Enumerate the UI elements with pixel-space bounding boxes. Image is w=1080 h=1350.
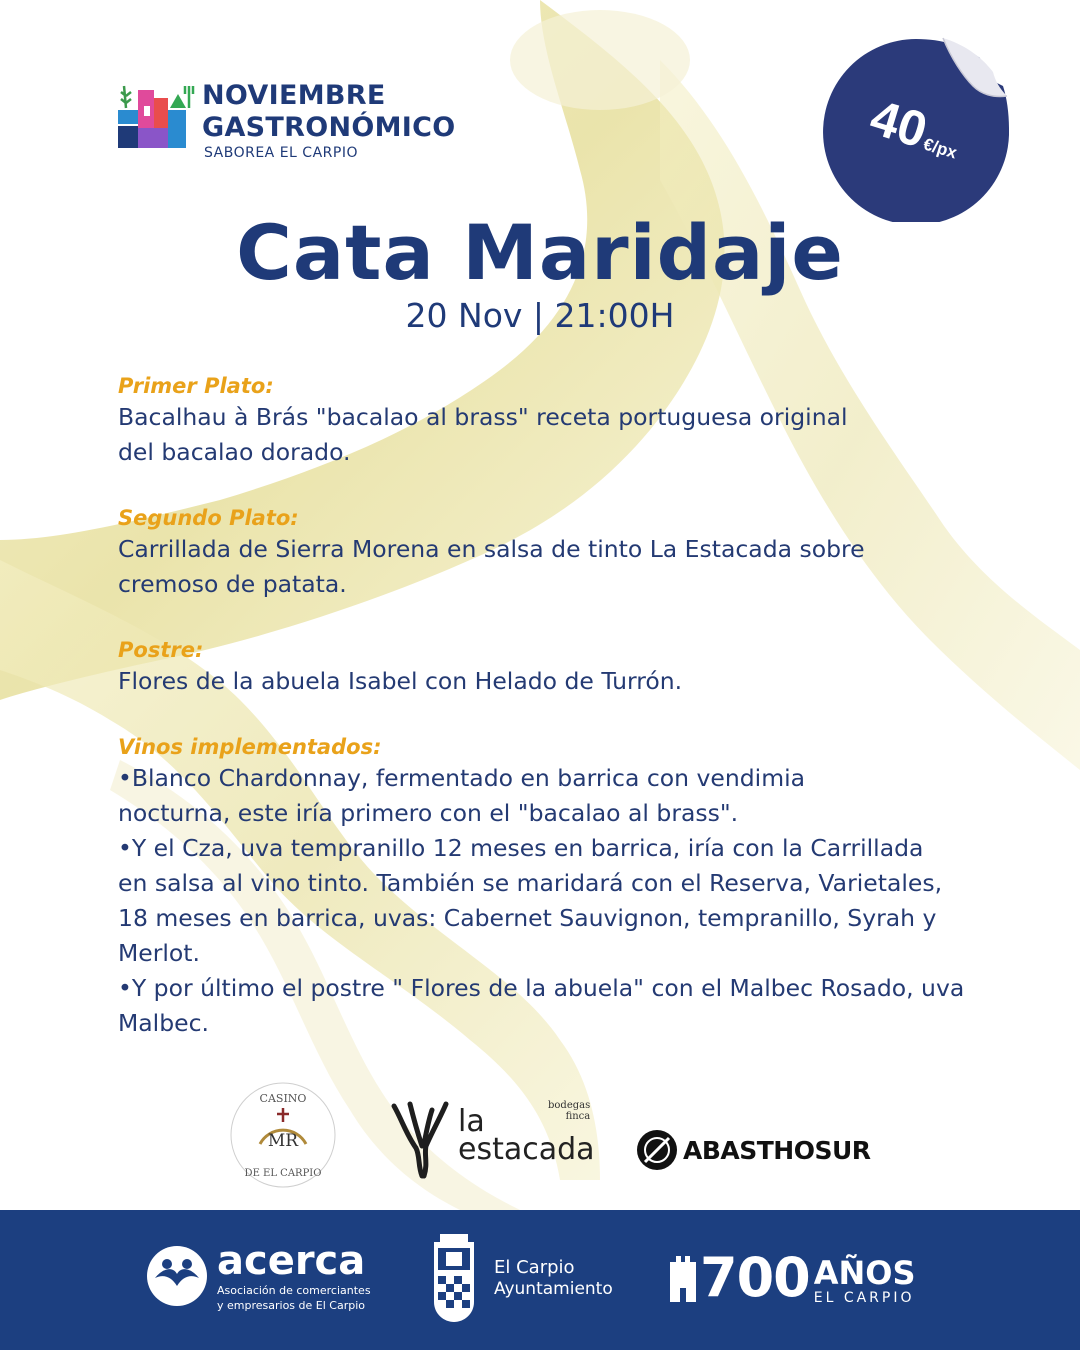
wine-item: •Blanco Chardonnay, fermentado en barrica con vendimia nocturna, este iría primero con el "bacalao al brass".	[118, 764, 806, 827]
event-date: 20 Nov | 21:00H	[405, 296, 675, 335]
second-course-text: Carrillada de Sierra Morena en salsa de tinto La Estacada sobre cremoso de patata.	[118, 535, 865, 598]
footer-bar	[0, 1210, 1080, 1350]
ayuntamiento-line1: El Carpio	[494, 1256, 575, 1278]
logo-subtitle: SABOREA EL CARPIO	[204, 145, 358, 161]
gastronomy-castle-icon	[118, 80, 196, 152]
second-course-label: Segundo Plato:	[118, 506, 299, 530]
acerca-logo	[145, 1240, 371, 1312]
wine-item: •Y por último el postre " Flores de la abuela" con el Malbec Rosado, uva Malbec.	[118, 974, 965, 1037]
noviembre-gastronomico-logo	[118, 80, 456, 161]
wine-item: •Y el Cza, uva tempranillo 12 meses en barrica, iría con la Carrillada en salsa al vino tinto. También se maridará con el Reserva, Varietales, 18 meses en barrica, uvas: Cabernet Sauvignon, tempranillo, Syrah y Merlot.	[118, 834, 943, 967]
first-course-label: Primer Plato:	[118, 374, 274, 398]
abasthosur-logo	[635, 1128, 871, 1172]
sponsor-logos	[0, 1080, 1080, 1190]
la-estacada-logo	[388, 1100, 598, 1172]
700-anos-logo	[668, 1246, 916, 1309]
dessert-label: Postre:	[118, 638, 204, 662]
casino-el-carpio-logo	[228, 1080, 338, 1190]
estacada-small-line1: bodegas	[548, 1100, 591, 1111]
estacada-small-line2: finca	[565, 1111, 591, 1122]
anos-word: AÑOS	[813, 1254, 916, 1292]
vine-icon	[388, 1100, 458, 1180]
700-number: 700	[700, 1246, 810, 1309]
acerca-name: acerca	[217, 1238, 366, 1284]
menu-section-first	[118, 372, 1048, 470]
ayuntamiento-logo	[426, 1232, 613, 1324]
casino-monogram: MR	[267, 1131, 299, 1151]
abasthosur-text: ABASTHOSUR	[683, 1135, 871, 1165]
menu-section-wines	[118, 733, 1048, 1041]
estacada-small-text	[548, 1100, 590, 1122]
menu-section-dessert	[118, 636, 1048, 699]
menu-list	[118, 372, 1048, 1075]
logo-title-line1: NOVIEMBRE	[202, 80, 386, 111]
first-course-text: Bacalhau à Brás "bacalao al brass" receta portuguesa original del bacalao dorado.	[118, 403, 848, 466]
estacada-la-text: la	[458, 1104, 485, 1139]
price-badge	[823, 36, 1009, 222]
wines-label: Vinos implementados:	[118, 735, 382, 759]
dessert-text: Flores de la abuela Isabel con Helado de Turrón.	[118, 667, 683, 695]
casino-bottom-text: DE EL CARPIO	[244, 1168, 322, 1179]
plate-cutlery-icon	[635, 1128, 679, 1172]
castle-tower-icon	[668, 1256, 698, 1302]
price-value: 40	[863, 88, 934, 159]
menu-section-second	[118, 504, 1048, 602]
event-title: Cata Maridaje	[236, 208, 844, 297]
estacada-name-text: estacada	[458, 1132, 595, 1167]
acerca-icon	[145, 1244, 209, 1308]
logo-title-line2: GASTRONÓMICO	[202, 112, 456, 143]
anos-place: EL CARPIO	[813, 1290, 915, 1306]
casino-top-text: CASINO	[259, 1092, 307, 1105]
acerca-sub-line2: y empresarios de El Carpio	[217, 1299, 365, 1312]
coat-of-arms-icon	[426, 1232, 482, 1324]
ayuntamiento-line2: Ayuntamiento	[494, 1278, 613, 1299]
acerca-sub-line1: Asociación de comerciantes	[217, 1284, 371, 1297]
price-unit: €/px	[921, 134, 960, 163]
